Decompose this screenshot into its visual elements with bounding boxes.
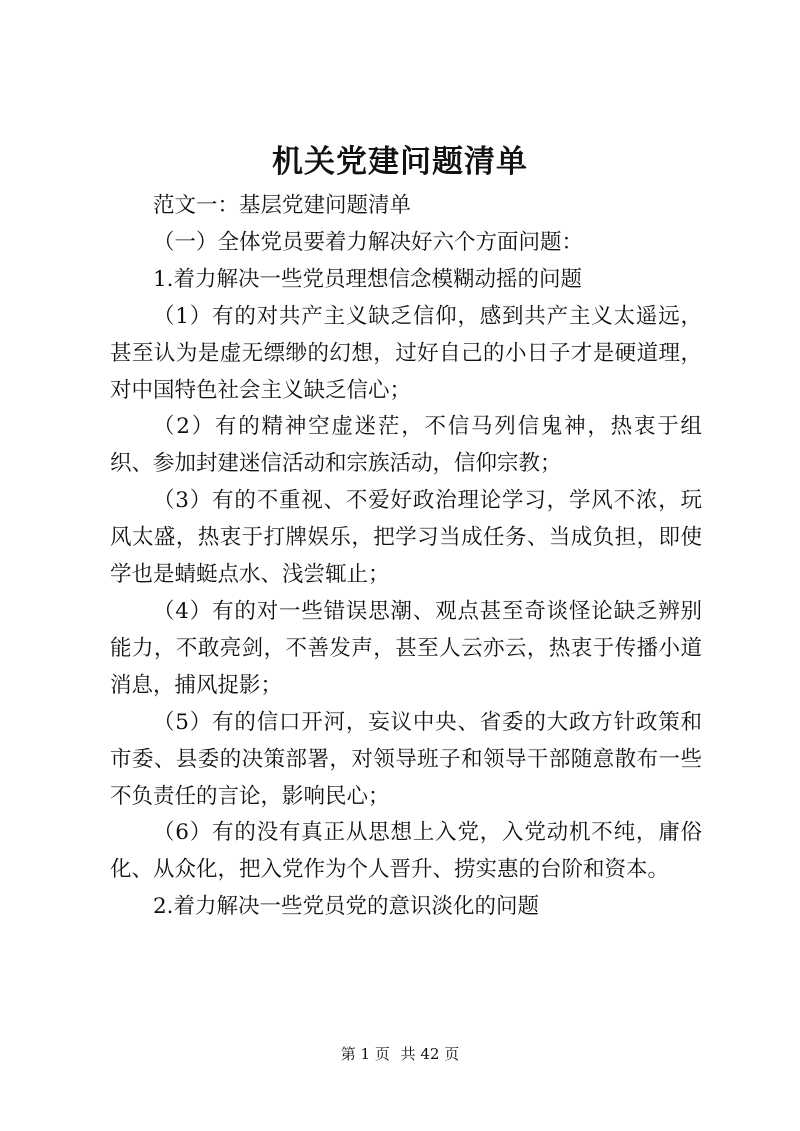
page-footer <box>0 1044 800 1064</box>
paragraph-item-2-heading: 2.着力解决一些党员党的意识淡化的问题 <box>153 894 540 920</box>
paragraph-point-3: （3）有的不重视、不爱好政治理论学习，学风不浓，玩风太盛，热衷于打牌娱乐，把学习当成任务、当成负担，即使学也是蜻蜓点水、浅尝辄止； <box>110 488 702 588</box>
page-total: 共 42 页 <box>400 1045 460 1063</box>
paragraph-point-4: （4）有的对一些错误思潮、观点甚至奇谈怪论缺乏辨别能力，不敢亮剑，不善发声，甚至人云亦云，热衷于传播小道消息，捕风捉影； <box>110 598 702 698</box>
paragraph-section-heading: （一）全体党员要着力解决好六个方面问题： <box>153 229 584 255</box>
document-title: 机关党建问题清单 <box>272 144 528 180</box>
document-body <box>110 188 702 926</box>
paragraph-point-5: （5）有的信口开河，妄议中央、省委的大政方针政策和市委、县委的决策部署，对领导班子和领导干部随意散布一些不负责任的言论，影响民心； <box>110 709 702 809</box>
paragraph-point-1: （1）有的对共产主义缺乏信仰，感到共产主义太遥远，甚至认为是虚无缥缈的幻想，过好自己的小日子才是硬道理，对中国特色社会主义缺乏信心； <box>110 303 702 403</box>
paragraph-item-1-heading: 1.着力解决一些党员理想信念模糊动摇的问题 <box>153 266 583 292</box>
paragraph-point-2: （2）有的精神空虚迷茫，不信马列信鬼神，热衷于组织、参加封建迷信活动和宗族活动，信仰宗教； <box>110 414 702 477</box>
paragraph-point-6: （6）有的没有真正从思想上入党，入党动机不纯，庸俗化、从众化，把入党作为个人晋升、捞实惠的台阶和资本。 <box>110 820 702 883</box>
page-number: 第 1 页 <box>340 1045 390 1063</box>
paragraph-sample-heading: 范文一：基层党建问题清单 <box>153 193 412 218</box>
